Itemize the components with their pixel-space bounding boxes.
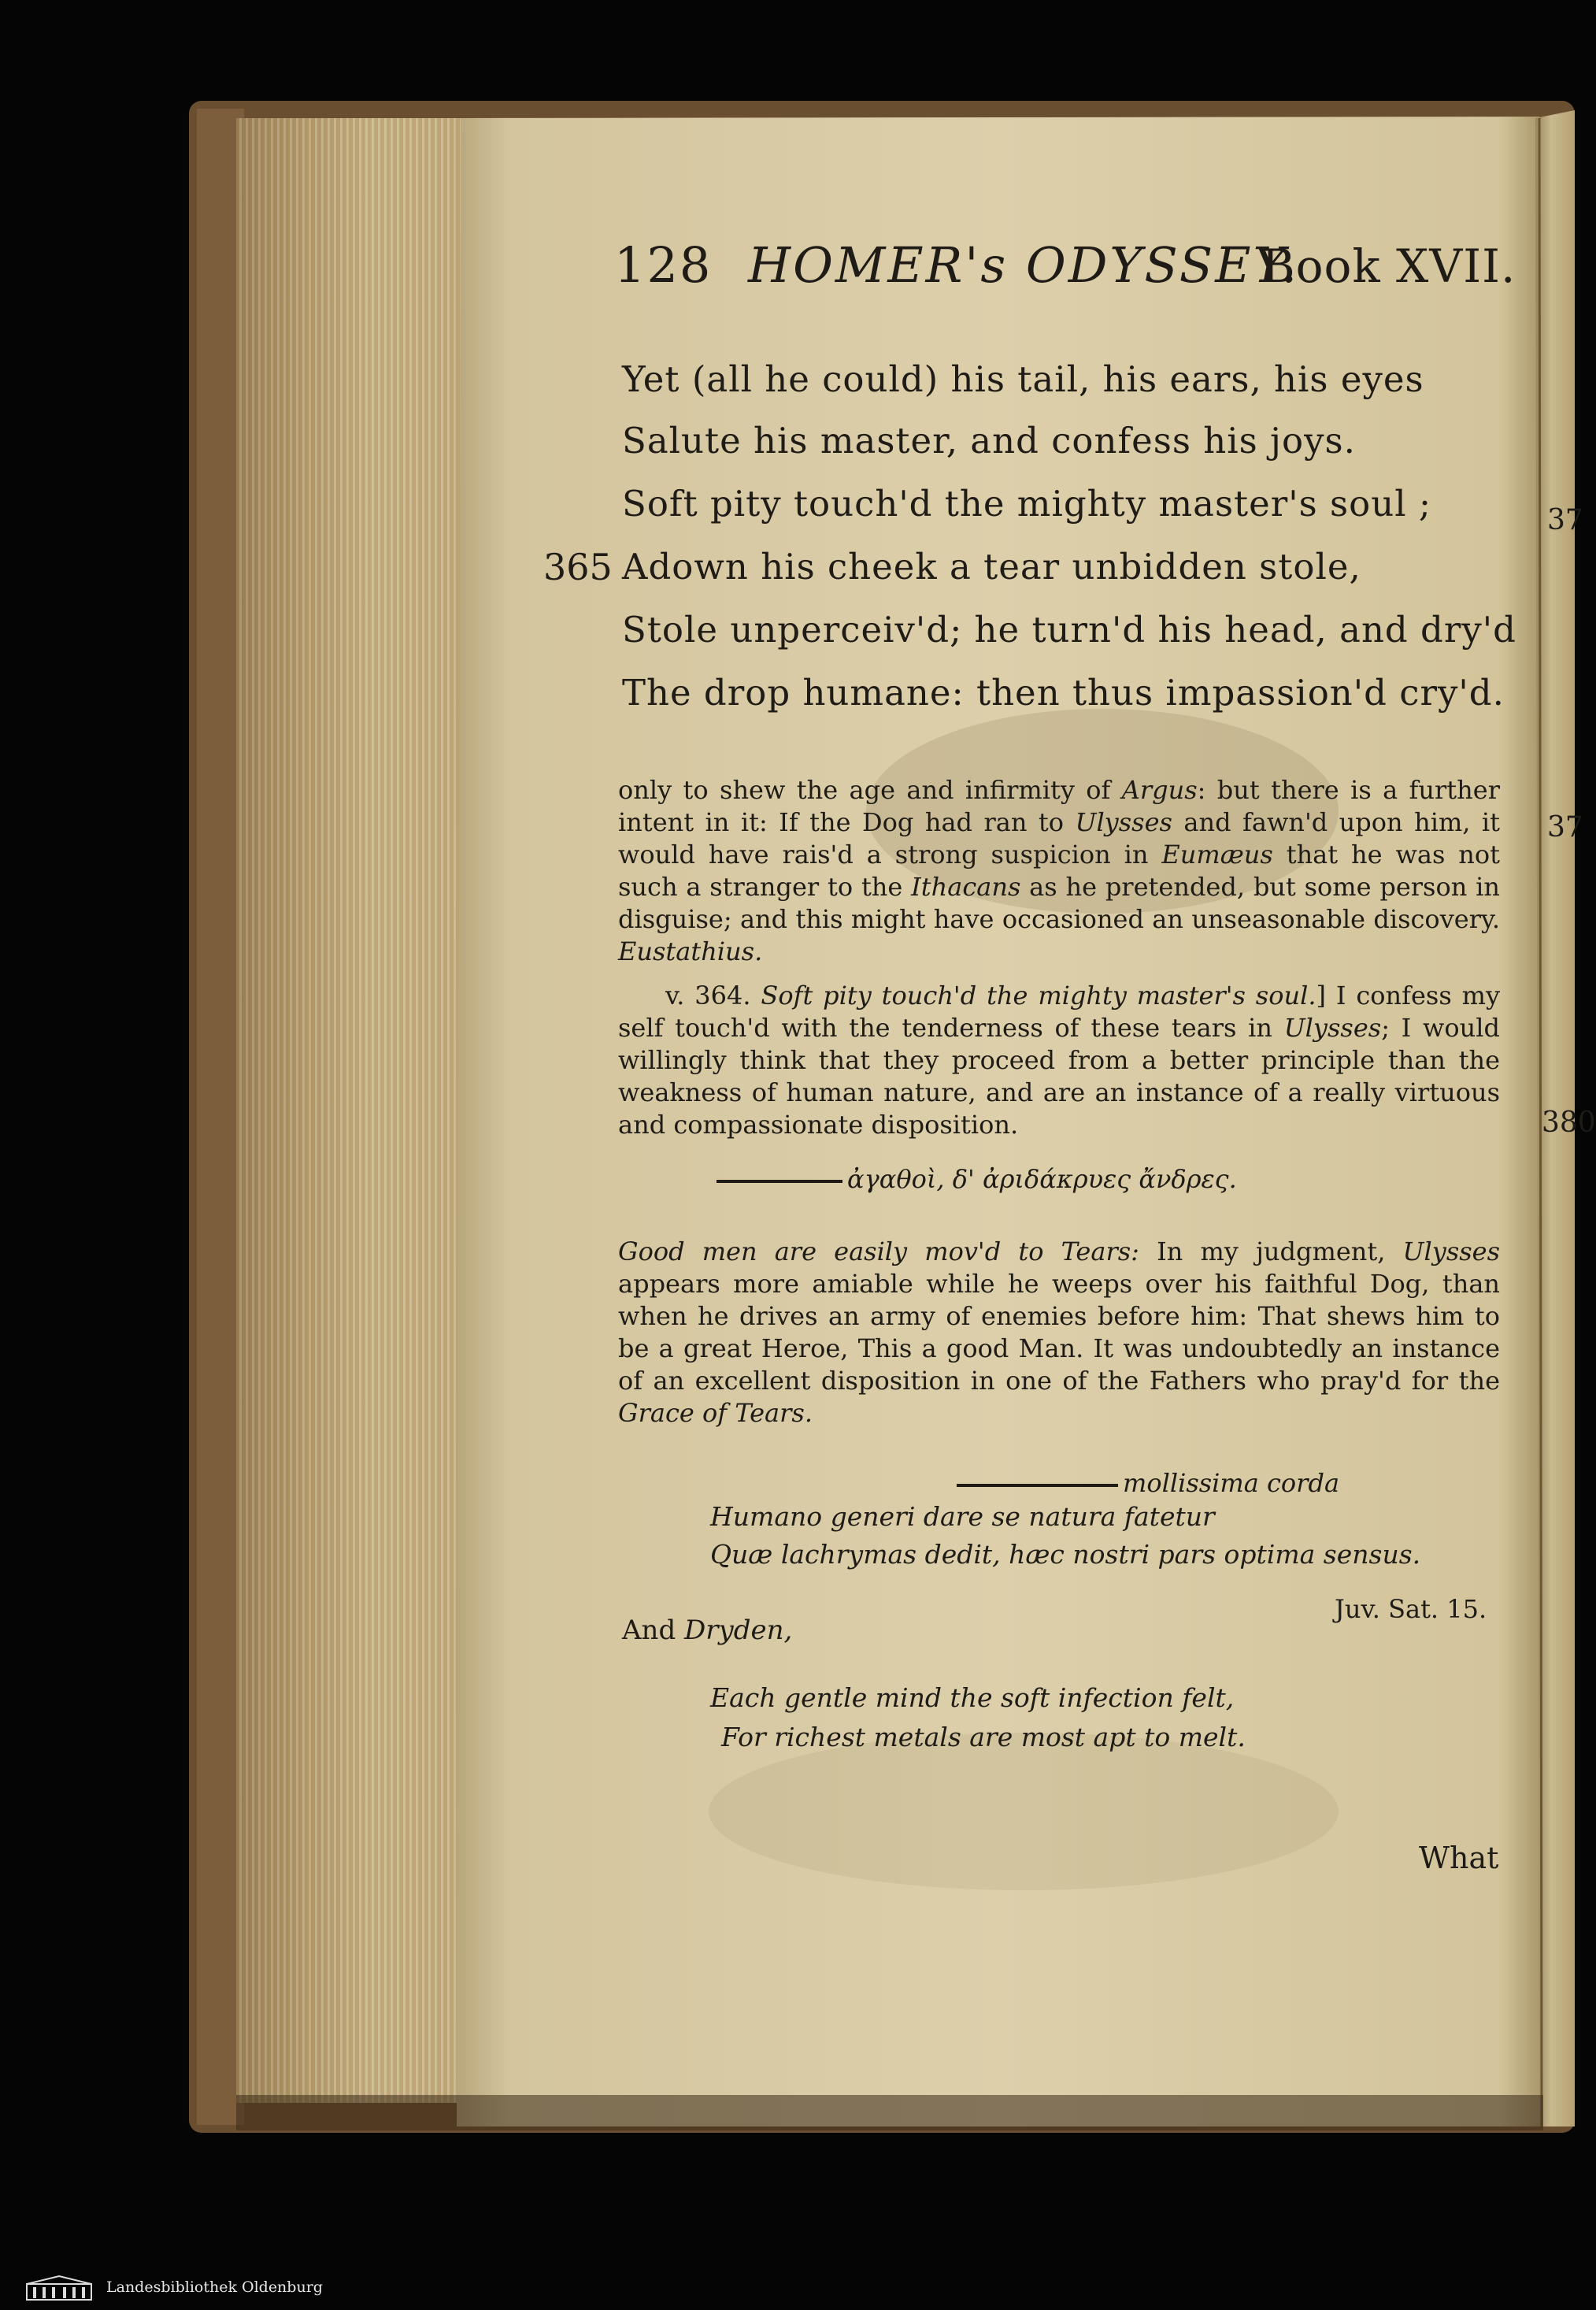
catchword: What: [1419, 1841, 1499, 1875]
verse-line: The drop humane: then thus impassion'd cry'd.: [622, 672, 1505, 714]
verse-line: Stole unperceiv'd; he turn'd his head, and dry'd: [622, 609, 1516, 651]
footnote-tears: Good men are easily mov'd to Tears: In my judgment, Ulysses appears more amiable while he weeps over his faithful Dog, than when he drives an army of enemies before him: That shews him to be a great Heroe, This a good Man. It was undoubtedly an instance of an excellent disposition in one of the Fathers who pray'd for the Grace of Tears.: [618, 1237, 1501, 1428]
library-logo-icon: [25, 2275, 93, 2301]
margin-line-number: 37: [1547, 504, 1583, 536]
running-head: [0, 236, 1575, 323]
margin-line-number: 37: [1547, 811, 1583, 844]
verse-number: 365: [543, 546, 613, 588]
verse-line: Soft pity touch'd the mighty master's soul ;: [622, 483, 1432, 525]
juvenal-line: Quæ lachrymas dedit, hæc nostri pars optima sensus.: [710, 1539, 1421, 1570]
library-name: Landesbibliothek Oldenburg: [106, 2278, 323, 2296]
verse-line: Yet (all he could) his tail, his ears, his eyes: [622, 358, 1424, 400]
running-title: HOMER's ODYSSEY.: [748, 236, 1300, 294]
dryden-line: For richest metals are most apt to melt.: [721, 1722, 1246, 1752]
dryden-line: Each gentle mind the soft infection felt,: [710, 1682, 1235, 1713]
footnote-argus: only to shew the age and infirmity of Argus: but there is a further intent in it: If the Dog had ran to Ulysses and fawn'd upon him, it would have rais'd a strong suspicion in Eumæus that he was not such a stranger to the Ithacans as he pretended, but some person in disguise; and this might have occasioned an unseasonable discovery. Eustathius.: [618, 775, 1501, 966]
book-label: Book XVII.: [1261, 239, 1516, 293]
margin-line-number: 380: [1542, 1107, 1596, 1139]
page-number: 128: [614, 236, 713, 294]
greek-quote: ἀγαθοὶ, δ' ἀριδάκρυες ἄνδρες.: [717, 1164, 1237, 1194]
juvenal-lead: mollissima corda: [957, 1468, 1339, 1498]
verse-line: Salute his master, and confess his joys.: [622, 420, 1356, 462]
dryden-intro: And Dryden,: [622, 1615, 793, 1646]
footnote-v364: v. 364. Soft pity touch'd the mighty master's soul.] I confess my self touch'd with the tenderness of these tears in Ulysses; I would willingly think that they proceed from a better principle than the weakness of human nature, and are an instance of a really virtuous and compassionate disposition.: [618, 981, 1501, 1140]
juvenal-citation: Juv. Sat. 15.: [1335, 1594, 1487, 1624]
verse-line: Adown his cheek a tear unbidden stole,: [622, 546, 1361, 588]
footer-bar: [0, 2268, 1575, 2310]
juvenal-line: Humano generi dare se natura fatetur: [710, 1501, 1215, 1532]
